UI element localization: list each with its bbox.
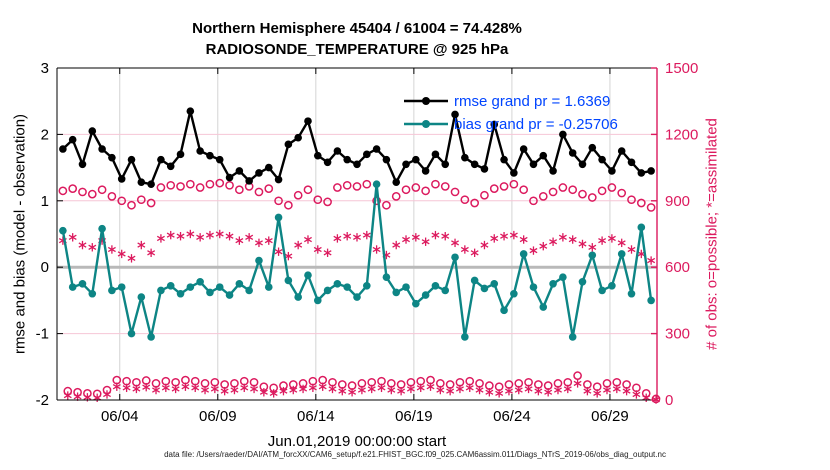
x-tick-label: 06/29 — [591, 408, 629, 425]
legend-marker-bias — [402, 115, 450, 133]
x-tick-label: 06/19 — [395, 408, 433, 425]
x-tick-label: 06/04 — [100, 408, 139, 425]
datafile-footnote: data file: /Users/raeder/DAI/ATM_forcXX/CAM6_setup/f.e21.FHIST_BGC.f09_025.CAM6assim.011/Diags_NTrS_2019-06/obs_diag_output.nc — [164, 450, 666, 459]
chart-subtitle: RADIOSONDE_TEMPERATURE @ 925 hPa — [205, 41, 509, 58]
left-tick-label: -1 — [35, 325, 49, 343]
x-axis-label: Jun.01,2019 00:00:00 start — [267, 433, 447, 450]
legend — [402, 90, 618, 135]
right-tick-label: 300 — [665, 325, 691, 343]
right-tick-label: 900 — [665, 192, 691, 210]
chart-title-block — [57, 18, 657, 60]
y-axis-label-right: # of obs: o=possible; *=assimilated — [703, 118, 721, 350]
right-tick-label: 1500 — [665, 60, 699, 77]
left-tick-label: -2 — [35, 392, 49, 409]
y-axis-label-left: rmse and bias (model - observation) — [11, 113, 29, 355]
x-tick-label: 06/14 — [297, 408, 335, 425]
left-tick-label: 0 — [40, 259, 49, 277]
chart-title: Northern Hemisphere 45404 / 61004 = 74.428% — [192, 20, 522, 37]
legend-marker-rmse — [402, 92, 450, 110]
right-tick-label: 0 — [665, 392, 674, 409]
right-tick-label: 600 — [665, 259, 691, 277]
legend-label-rmse: rmse grand pr = 1.6369 — [454, 92, 611, 110]
legend-item-rmse — [402, 90, 618, 112]
series-assimilated_obs — [59, 230, 655, 265]
left-tick-label: 1 — [40, 192, 49, 210]
left-tick-label: 2 — [40, 126, 49, 144]
left-tick-label: 3 — [40, 60, 49, 77]
x-tick-label: 06/24 — [493, 408, 531, 425]
x-tick-label: 06/09 — [199, 408, 237, 425]
right-tick-label: 1200 — [665, 126, 699, 144]
legend-label-bias: bias grand pr = -0.25706 — [454, 115, 618, 133]
legend-item-bias — [402, 113, 618, 135]
